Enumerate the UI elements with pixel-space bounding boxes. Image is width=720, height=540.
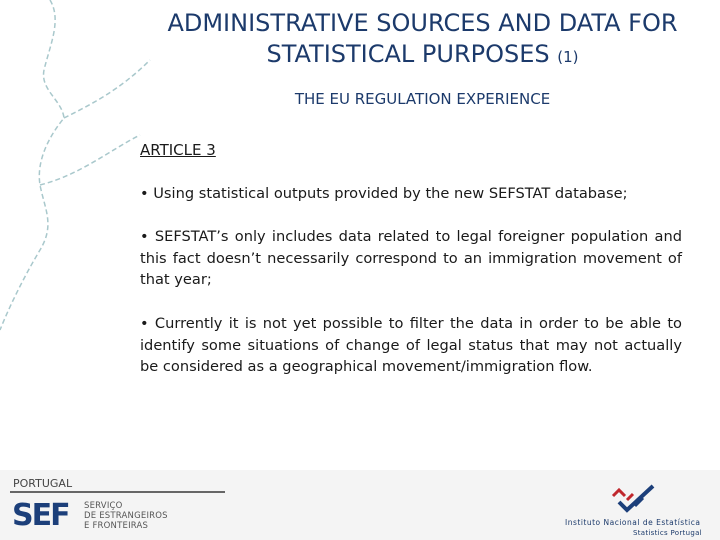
sef-logo-letters: SEF <box>12 498 69 533</box>
slide-subtitle: THE EU REGULATION EXPERIENCE <box>294 90 551 108</box>
sef-line-3: E FRONTEIRAS <box>84 521 149 531</box>
sef-line-1: SERVIÇO <box>84 501 123 511</box>
sef-logo <box>12 500 69 532</box>
slide-title <box>150 8 695 73</box>
ine-subtitle: Statistics Portugal <box>633 529 702 537</box>
title-line-2-text: STATISTICAL PURPOSES <box>266 40 550 68</box>
country-label: PORTUGAL <box>13 477 73 490</box>
footer-divider <box>10 491 225 493</box>
title-footnote: (1) <box>557 48 579 66</box>
bullet-item: • Using statistical outputs provided by the new SEFSTAT database; <box>140 185 628 202</box>
title-line-2 <box>150 39 695 73</box>
bullet-item: • Currently it is not yet possible to filter the data in order to be able to identify some situations of change of legal status that may not actually be considered as a geographical movement/immigration flow. <box>140 315 682 375</box>
sef-line-2: DE ESTRANGEIROS <box>84 511 168 521</box>
title-line-1: ADMINISTRATIVE SOURCES AND DATA FOR <box>167 9 678 37</box>
bullet-item: • SEFSTAT’s only includes data related to legal foreigner population and this fact doesn’t necessarily correspond to an immigration movement of that year; <box>140 228 682 288</box>
ine-name: Instituto Nacional de Estatística <box>565 518 701 527</box>
article-heading: ARTICLE 3 <box>140 141 216 159</box>
ine-logo-icon <box>605 482 665 516</box>
sef-logo-text <box>84 501 168 531</box>
